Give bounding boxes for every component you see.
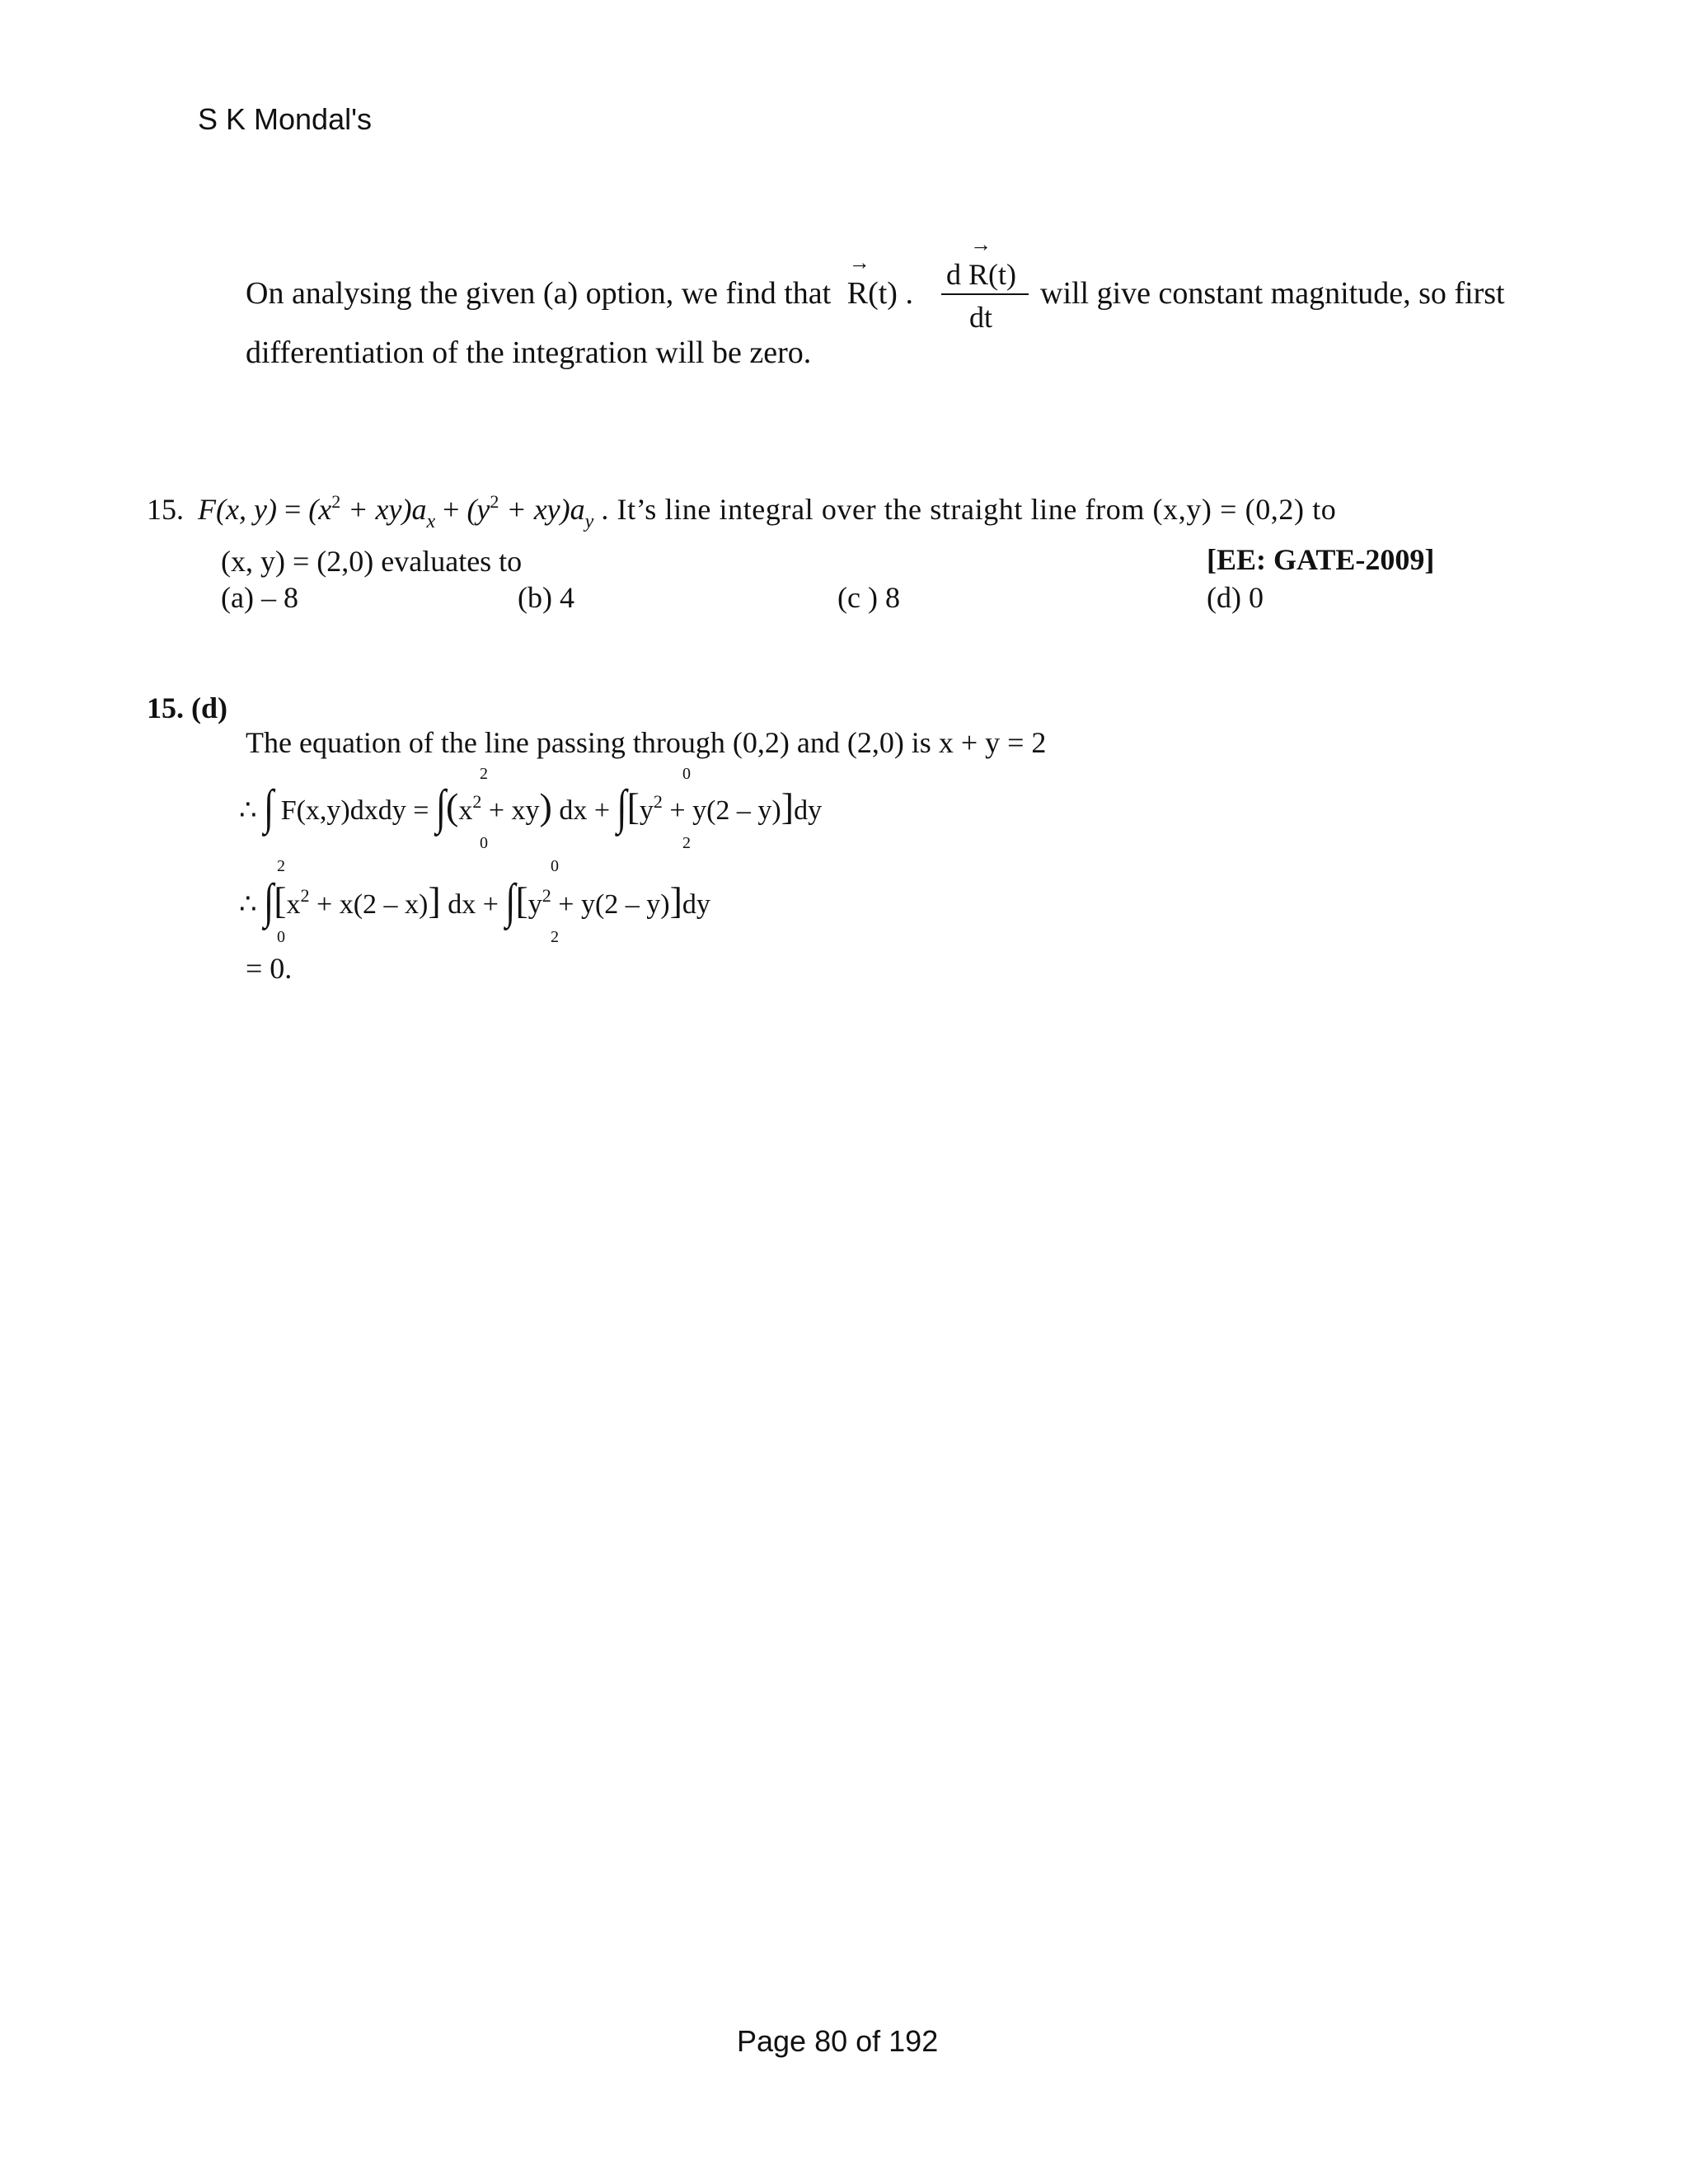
analysis-text-after: will give constant magnitude, so first (1040, 276, 1505, 311)
eq1-dx: dx + (559, 795, 611, 826)
question-source: [EE: GATE-2009] (1207, 543, 1435, 576)
fraction-numerator (946, 257, 1016, 292)
func-args: (x, y) (216, 493, 277, 526)
analysis-line2: differentiation of the integration will be zero. (246, 335, 812, 370)
eq2-t1a: x (286, 889, 301, 920)
equals-sign: = (284, 493, 302, 526)
equation-2 (239, 874, 710, 929)
page-number: Page 80 of 192 (737, 2024, 939, 2058)
eq2-t2b: + y(2 – y) (558, 889, 670, 920)
analysis-line1 (246, 275, 913, 312)
header-author: S K Mondal's (198, 102, 372, 136)
option-b: (b) 4 (518, 581, 574, 614)
option-c: (c ) 8 (837, 581, 900, 614)
eq2-t1b: + x(2 – x) (316, 889, 429, 920)
integral-sign: ∫ (505, 874, 516, 929)
eq1-int1-upper-limit: 2 (480, 765, 488, 783)
integral-sign: ∫ (617, 780, 627, 835)
question-stem-line1 (147, 491, 1336, 533)
answer-label: 15. (d) (147, 691, 227, 724)
eq2-t2a: y (528, 889, 542, 920)
frac-r-vector: → R(t) (968, 257, 1016, 292)
exponent: 2 (300, 885, 310, 906)
question-number: 15. (147, 493, 184, 526)
fraction-bar (941, 293, 1029, 295)
bracket-open: [ (515, 879, 528, 921)
bracket-open: [ (274, 879, 287, 921)
analysis-text-before: On analysing the given (a) option, we find that (246, 276, 832, 311)
eq1-lhs: F(x,y)dxdy = (280, 795, 429, 826)
eq1-int2-upper-limit: 0 (682, 765, 691, 783)
plus-sign: + (443, 493, 460, 526)
eq1-t1a: x (458, 795, 473, 826)
answer-result: = 0. (246, 952, 293, 985)
fraction-denominator: dt (969, 301, 993, 334)
term1-rest: + xy) (348, 493, 412, 526)
exponent: 2 (542, 885, 551, 906)
question-stem-rest: . It’s line integral over the straight line from (x,y) = (0,2) to (601, 493, 1337, 526)
exponent: 2 (472, 791, 482, 812)
term1-base: (x (308, 493, 332, 526)
term2-base: (y (467, 493, 490, 526)
bracket-close: ] (428, 879, 441, 921)
term1-exponent: 2 (331, 491, 341, 512)
eq1-t1b: + xy (488, 795, 540, 826)
unit-subscript-y: y (584, 511, 594, 532)
eq2-int2-upper-limit: 0 (551, 857, 559, 875)
integral-sign: ∫ (264, 874, 274, 929)
therefore-symbol: ∴ (239, 795, 257, 826)
bracket-close: ] (781, 785, 795, 827)
eq1-int1-lower-limit: 0 (480, 834, 488, 852)
r-vector: → R(t) (847, 275, 898, 312)
integral-sign: ∫ (435, 780, 446, 835)
eq1-dy: dy (794, 795, 823, 826)
paren-close: ) (539, 785, 552, 827)
eq2-int2-lower-limit: 2 (551, 928, 559, 946)
exponent: 2 (653, 791, 663, 812)
option-a: (a) – 8 (221, 581, 298, 614)
eq2-dy: dy (682, 889, 710, 920)
frac-d: d (946, 258, 961, 291)
unit-subscript-x: x (426, 511, 436, 532)
bracket-close: ] (669, 879, 682, 921)
therefore-symbol: ∴ (239, 889, 257, 920)
term2-exponent: 2 (490, 491, 499, 512)
eq1-t2a: y (639, 795, 654, 826)
eq2-dx: dx + (448, 889, 499, 920)
func-F: F (198, 493, 216, 526)
answer-line1: The equation of the line passing through (0,2) and (2,0) is x + y = 2 (246, 726, 1047, 759)
eq1-t2b: + y(2 – y) (669, 795, 781, 826)
equation-1 (239, 780, 823, 835)
question-stem-line2: (x, y) = (2,0) evaluates to (221, 545, 523, 578)
term2-rest: + xy) (506, 493, 570, 526)
integral-sign: ∫ (264, 780, 274, 835)
unit-a-x: a (411, 493, 427, 526)
dot-operator: . (897, 276, 913, 311)
eq2-int1-upper-limit: 2 (277, 857, 285, 875)
eq1-int2-lower-limit: 2 (682, 834, 691, 852)
bracket-open: [ (626, 785, 640, 827)
unit-a-y: a (570, 493, 585, 526)
paren-open: ( (446, 785, 459, 827)
option-d: (d) 0 (1207, 581, 1264, 614)
eq2-int1-lower-limit: 0 (277, 928, 285, 946)
